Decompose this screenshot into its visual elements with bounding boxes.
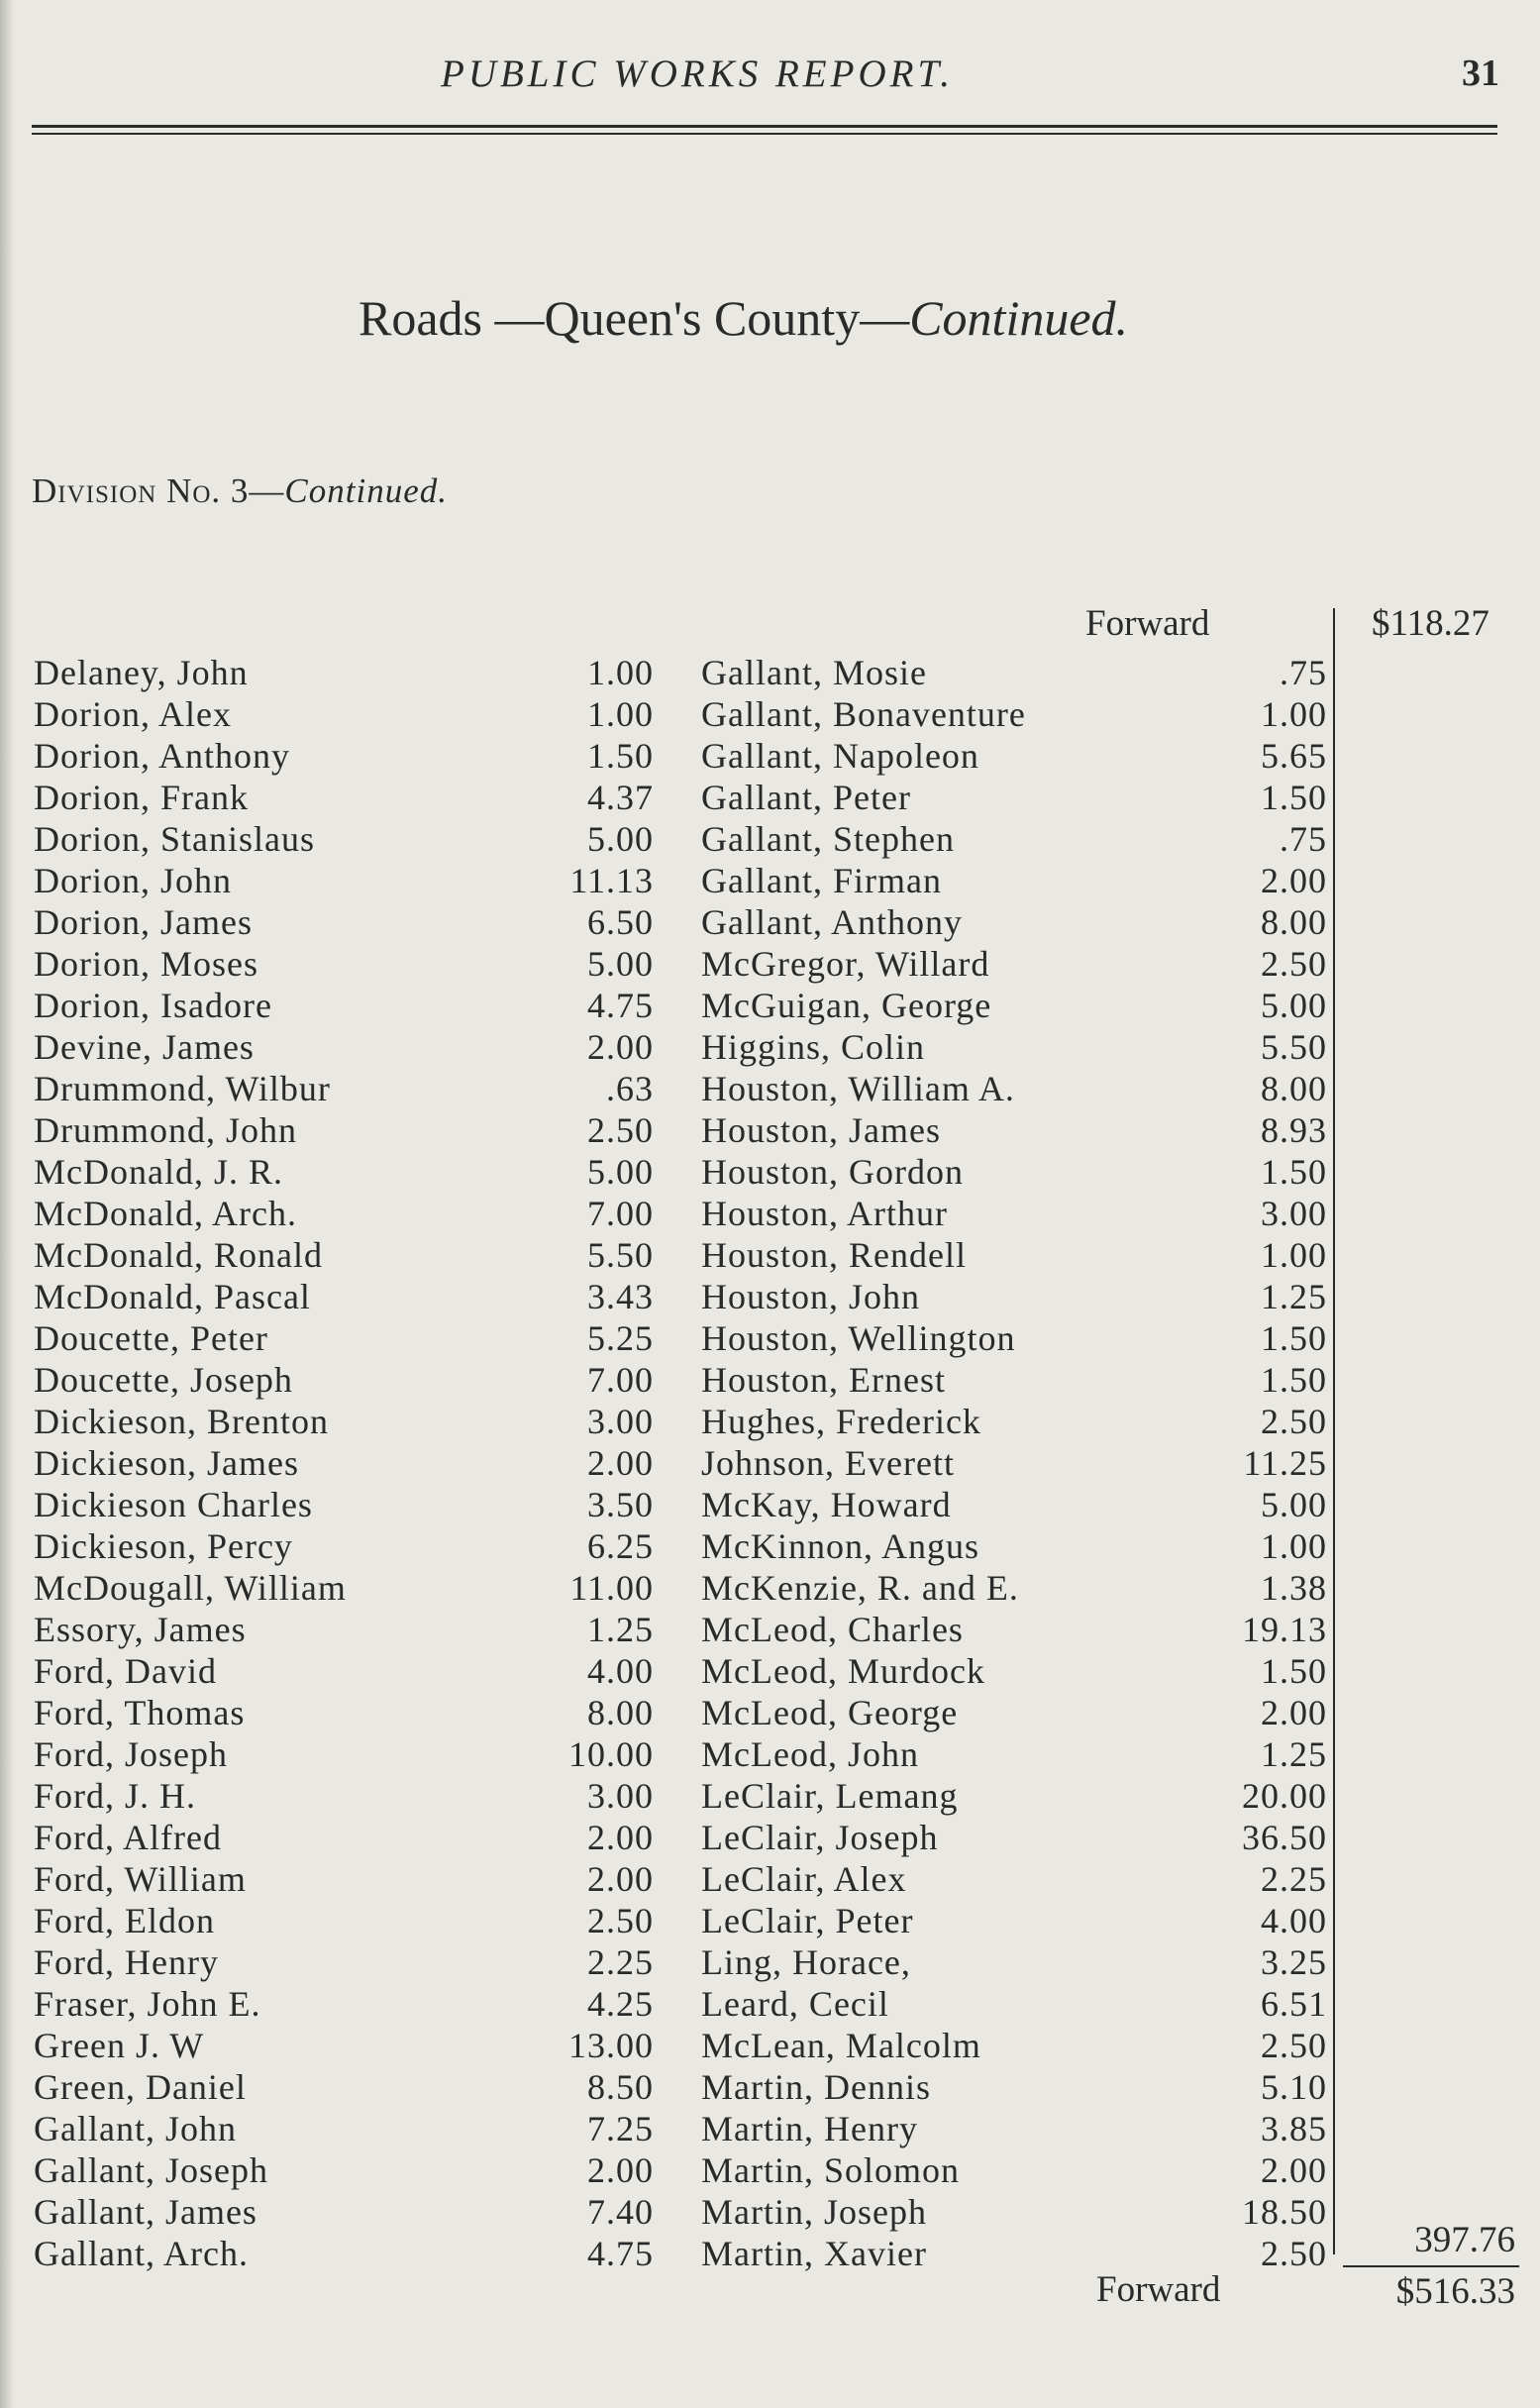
left-amount: 7.00 <box>587 1360 654 1400</box>
header-rule <box>32 125 1497 128</box>
total-rule <box>1343 2265 1519 2267</box>
ledger-row <box>0 652 1540 693</box>
left-amount: 7.25 <box>587 2109 654 2148</box>
left-name: Dorion, Stanislaus <box>34 819 315 859</box>
left-name: Gallant, Arch. <box>34 2234 249 2273</box>
right-name: Houston, John <box>701 1277 921 1316</box>
left-name: Doucette, Peter <box>34 1318 268 1358</box>
left-name: Dickieson, Percy <box>34 1526 293 1566</box>
right-name: Hughes, Frederick <box>701 1402 981 1441</box>
ledger-row <box>0 943 1540 985</box>
ledger-row <box>0 1276 1540 1317</box>
left-name: Green, Daniel <box>34 2067 247 2107</box>
left-amount: 2.00 <box>587 1818 654 1857</box>
right-amount: 20.00 <box>1242 1776 1327 1816</box>
ledger-row <box>0 1193 1540 1234</box>
forward-top-label: Forward <box>1085 603 1210 644</box>
left-name: Delaney, John <box>34 653 249 692</box>
right-amount: 2.00 <box>1261 861 1327 900</box>
left-amount: 4.00 <box>587 1651 654 1691</box>
ledger-row <box>0 1609 1540 1650</box>
right-name: LeClair, Peter <box>701 1901 914 1940</box>
ledger-row <box>0 2025 1540 2066</box>
left-amount: 1.00 <box>587 694 654 734</box>
left-name: Dorion, James <box>34 902 253 942</box>
right-name: McLeod, John <box>701 1734 919 1774</box>
right-amount: 8.00 <box>1261 902 1327 942</box>
left-amount: 3.43 <box>587 1277 654 1316</box>
left-amount: 5.00 <box>587 819 654 859</box>
right-name: McGuigan, George <box>701 986 992 1025</box>
right-name: Higgins, Colin <box>701 1027 926 1067</box>
right-name: Gallant, Mosie <box>701 653 927 692</box>
right-name: McGregor, Willard <box>701 944 990 984</box>
right-amount: 18.50 <box>1242 2192 1327 2232</box>
ledger-row <box>0 1775 1540 1817</box>
right-name: Martin, Joseph <box>701 2192 927 2232</box>
ledger-row <box>0 693 1540 735</box>
left-name: Ford, J. H. <box>34 1776 197 1816</box>
ledger-row <box>0 1109 1540 1151</box>
right-name: Houston, William A. <box>701 1069 1015 1108</box>
ledger-row <box>0 1525 1540 1567</box>
right-amount: 2.00 <box>1261 1693 1327 1732</box>
right-amount: 36.50 <box>1242 1818 1327 1857</box>
ledger-row <box>0 901 1540 943</box>
right-amount: 1.50 <box>1261 1651 1327 1691</box>
left-name: Green J. W <box>34 2026 205 2065</box>
left-amount: 2.00 <box>587 1443 654 1483</box>
right-name: LeClair, Alex <box>701 1859 907 1899</box>
left-amount: 4.25 <box>587 1984 654 2024</box>
right-amount: 5.50 <box>1261 1027 1327 1067</box>
right-amount: 6.51 <box>1261 1984 1327 2024</box>
right-name: Gallant, Anthony <box>701 902 963 942</box>
left-name: Devine, James <box>34 1027 255 1067</box>
right-name: Martin, Xavier <box>701 2234 927 2273</box>
running-head <box>0 52 1540 111</box>
left-name: Ford, Thomas <box>34 1693 246 1732</box>
ledger-row <box>0 735 1540 777</box>
left-name: Dorion, Frank <box>34 778 249 817</box>
ledger-row <box>0 2233 1540 2274</box>
left-name: Dickieson Charles <box>34 1485 313 1524</box>
ledger-row <box>0 1817 1540 1858</box>
left-amount: 3.50 <box>587 1485 654 1524</box>
right-name: LeClair, Lemang <box>701 1776 959 1816</box>
right-name: McKay, Howard <box>701 1485 952 1524</box>
right-amount: 5.00 <box>1261 1485 1327 1524</box>
right-amount: 1.25 <box>1261 1734 1327 1774</box>
right-name: Gallant, Stephen <box>701 819 955 859</box>
right-amount: 2.50 <box>1261 944 1327 984</box>
left-name: Dorion, John <box>34 861 232 900</box>
right-amount: 19.13 <box>1242 1610 1327 1649</box>
right-name: Houston, Wellington <box>701 1318 1016 1358</box>
right-amount: 1.50 <box>1261 1318 1327 1358</box>
right-name: Martin, Solomon <box>701 2150 961 2190</box>
division-total: 397.76 <box>1414 2220 1515 2260</box>
left-amount: 2.50 <box>587 1901 654 1940</box>
left-name: Doucette, Joseph <box>34 1360 293 1400</box>
right-amount: 3.00 <box>1261 1194 1327 1233</box>
ledger-row <box>0 2108 1540 2149</box>
left-amount: 7.00 <box>587 1194 654 1233</box>
ledger-row <box>0 1692 1540 1733</box>
right-name: Ling, Horace, <box>701 1942 911 1982</box>
ledger-row <box>0 1567 1540 1609</box>
right-amount: 2.25 <box>1261 1859 1327 1899</box>
header-rule-thin <box>32 133 1497 135</box>
left-amount: 7.40 <box>587 2192 654 2232</box>
right-amount: .75 <box>1280 819 1327 859</box>
right-amount: 8.00 <box>1261 1069 1327 1108</box>
left-amount: 2.50 <box>587 1110 654 1150</box>
division-continued: Continued. <box>284 471 448 510</box>
right-amount: 11.25 <box>1243 1443 1327 1483</box>
right-amount: 5.65 <box>1261 736 1327 776</box>
division-heading <box>32 471 448 511</box>
left-amount: 13.00 <box>568 2026 654 2065</box>
left-name: Ford, Henry <box>34 1942 219 1982</box>
right-name: McLean, Malcolm <box>701 2026 981 2065</box>
ledger-row <box>0 1650 1540 1692</box>
section-title-continued: Continued. <box>909 290 1129 346</box>
ledger-row <box>0 1900 1540 1941</box>
right-name: Martin, Henry <box>701 2109 918 2148</box>
left-name: Ford, Alfred <box>34 1818 222 1857</box>
ledger-row <box>0 860 1540 901</box>
ledger-row <box>0 1983 1540 2025</box>
left-amount: 6.50 <box>587 902 654 942</box>
right-amount: 3.85 <box>1261 2109 1327 2148</box>
left-name: Dorion, Alex <box>34 694 232 734</box>
left-amount: 5.50 <box>587 1235 654 1275</box>
left-name: Ford, David <box>34 1651 217 1691</box>
left-amount: 10.00 <box>568 1734 654 1774</box>
left-name: McDonald, Arch. <box>34 1194 297 1233</box>
section-title-text: Roads —Queen's County— <box>359 290 910 346</box>
ledger-row <box>0 2066 1540 2108</box>
right-name: McKenzie, R. and E. <box>701 1568 1019 1608</box>
ledger-row <box>0 1234 1540 1276</box>
left-amount: 6.25 <box>587 1526 654 1566</box>
left-name: Ford, Joseph <box>34 1734 229 1774</box>
right-name: Houston, Arthur <box>701 1194 948 1233</box>
right-amount: 2.00 <box>1261 2150 1327 2190</box>
right-amount: 1.25 <box>1261 1277 1327 1316</box>
left-name: Ford, William <box>34 1859 247 1899</box>
ledger-row <box>0 1401 1540 1442</box>
left-name: Dickieson, Brenton <box>34 1402 329 1441</box>
left-amount: 11.00 <box>569 1568 654 1608</box>
left-name: McDonald, Ronald <box>34 1235 323 1275</box>
left-name: Dorion, Anthony <box>34 736 291 776</box>
right-amount: 2.50 <box>1261 1402 1327 1441</box>
right-name: McLeod, Charles <box>701 1610 964 1649</box>
ledger-row <box>0 985 1540 1026</box>
right-name: Houston, Gordon <box>701 1152 964 1192</box>
ledger-row <box>0 1484 1540 1525</box>
ledger-row <box>0 1858 1540 1900</box>
right-name: Martin, Dennis <box>701 2067 931 2107</box>
right-name: Gallant, Firman <box>701 861 942 900</box>
right-amount: 5.00 <box>1261 986 1327 1025</box>
ledger-row <box>0 1442 1540 1484</box>
left-amount: 5.00 <box>587 944 654 984</box>
ledger-rows <box>0 652 1540 2274</box>
ledger-row <box>0 1317 1540 1359</box>
forward-bottom-amount: $516.33 <box>1395 2271 1515 2312</box>
left-amount: 2.00 <box>587 1859 654 1899</box>
left-name: Drummond, Wilbur <box>34 1069 331 1108</box>
left-amount: 3.00 <box>587 1402 654 1441</box>
left-amount: 1.00 <box>587 653 654 692</box>
right-name: Gallant, Bonaventure <box>701 694 1026 734</box>
left-name: McDougall, William <box>34 1568 347 1608</box>
right-name: Johnson, Everett <box>701 1443 955 1483</box>
left-amount: 2.00 <box>587 2150 654 2190</box>
right-name: McLeod, George <box>701 1693 959 1732</box>
left-amount: 4.37 <box>587 778 654 817</box>
left-amount: 1.25 <box>587 1610 654 1649</box>
ledger-row <box>0 1151 1540 1193</box>
left-name: Dorion, Isadore <box>34 986 272 1025</box>
ledger-row <box>0 777 1540 818</box>
left-amount: 2.00 <box>587 1027 654 1067</box>
left-amount: 2.25 <box>587 1942 654 1982</box>
ledger-row <box>0 1941 1540 1983</box>
left-amount: 4.75 <box>587 2234 654 2273</box>
right-amount: 1.00 <box>1261 1526 1327 1566</box>
ledger-row <box>0 2149 1540 2191</box>
right-name: Gallant, Napoleon <box>701 736 979 776</box>
left-amount: .63 <box>606 1069 654 1108</box>
right-name: Houston, Ernest <box>701 1360 946 1400</box>
left-amount: 5.00 <box>587 1152 654 1192</box>
left-name: Ford, Eldon <box>34 1901 216 1940</box>
right-amount: 1.00 <box>1261 1235 1327 1275</box>
left-amount: 4.75 <box>587 986 654 1025</box>
right-amount: 3.25 <box>1261 1942 1327 1982</box>
left-amount: 3.00 <box>587 1776 654 1816</box>
ledger-row <box>0 1359 1540 1401</box>
division-label: Division No. 3— <box>32 471 285 510</box>
left-name: McDonald, Pascal <box>34 1277 311 1316</box>
left-amount: 1.50 <box>587 736 654 776</box>
left-name: Dickieson, James <box>34 1443 299 1483</box>
left-amount: 11.13 <box>569 861 654 900</box>
ledger-row <box>0 1068 1540 1109</box>
left-name: Gallant, Joseph <box>34 2150 268 2190</box>
right-name: Houston, James <box>701 1110 941 1150</box>
left-name: Gallant, John <box>34 2109 237 2148</box>
left-name: Fraser, John E. <box>34 1984 261 2024</box>
forward-bottom-label: Forward <box>1096 2269 1221 2310</box>
page-number: 31 <box>1462 52 1499 94</box>
right-amount: 5.10 <box>1261 2067 1327 2107</box>
right-amount: 1.50 <box>1261 1360 1327 1400</box>
right-amount: 8.93 <box>1261 1110 1327 1150</box>
left-name: Drummond, John <box>34 1110 297 1150</box>
right-amount: 1.00 <box>1261 694 1327 734</box>
right-amount: 2.50 <box>1261 2234 1327 2273</box>
left-name: Dorion, Moses <box>34 944 258 984</box>
left-amount: 8.00 <box>587 1693 654 1732</box>
ledger-row <box>0 2191 1540 2233</box>
left-name: Essory, James <box>34 1610 247 1649</box>
right-amount: 1.38 <box>1261 1568 1327 1608</box>
left-name: Gallant, James <box>34 2192 257 2232</box>
right-name: Gallant, Peter <box>701 778 911 817</box>
ledger-row <box>0 1026 1540 1068</box>
right-amount: .75 <box>1280 653 1327 692</box>
right-name: McLeod, Murdock <box>701 1651 985 1691</box>
right-name: Houston, Rendell <box>701 1235 967 1275</box>
ledger-row <box>0 818 1540 860</box>
left-amount: 5.25 <box>587 1318 654 1358</box>
running-title: PUBLIC WORKS REPORT. <box>441 52 954 95</box>
left-amount: 8.50 <box>587 2067 654 2107</box>
ledger-row <box>0 1733 1540 1775</box>
right-name: McKinnon, Angus <box>701 1526 980 1566</box>
forward-top-amount: $118.27 <box>1372 603 1489 644</box>
right-name: LeClair, Joseph <box>701 1818 939 1857</box>
left-name: McDonald, J. R. <box>34 1152 283 1192</box>
right-amount: 1.50 <box>1261 778 1327 817</box>
section-title <box>359 289 1128 347</box>
right-amount: 2.50 <box>1261 2026 1327 2065</box>
right-amount: 1.50 <box>1261 1152 1327 1192</box>
right-name: Leard, Cecil <box>701 1984 889 2024</box>
right-amount: 4.00 <box>1261 1901 1327 1940</box>
